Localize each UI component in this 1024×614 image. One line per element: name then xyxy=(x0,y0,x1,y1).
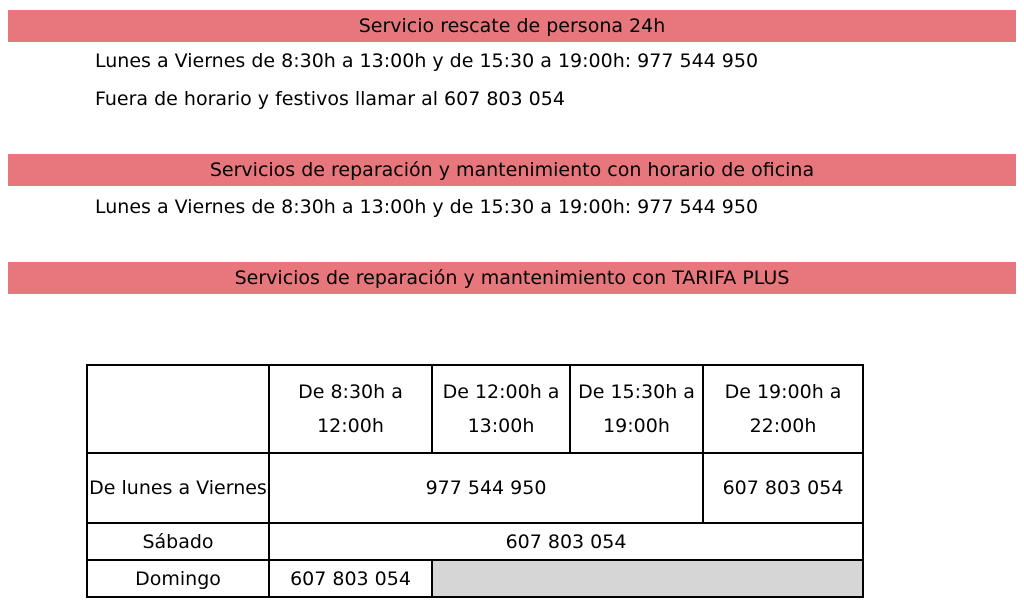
phone-cell: 607 803 054 xyxy=(269,523,863,560)
section-title-rescue: Servicio rescate de persona 24h xyxy=(8,10,1016,42)
rescue-hours-line: Lunes a Viernes de 8:30h a 13:00h y de 15:30 a 19:00h: 977 544 950 xyxy=(95,50,759,72)
row-label: Sábado xyxy=(87,523,269,560)
table-row xyxy=(87,560,863,597)
table-header-empty xyxy=(87,365,269,453)
section-title-office-repair: Servicios de reparación y mantenimiento con horario de oficina xyxy=(8,154,1016,186)
row-label: De lunes a Viernes xyxy=(87,453,269,523)
row-label: Domingo xyxy=(87,560,269,597)
rescue-afterhours-line: Fuera de horario y festivos llamar al 607 803 054 xyxy=(95,88,565,110)
table-header-cell: De 8:30h a 12:00h xyxy=(269,365,432,453)
table-header-cell: De 19:00h a 22:00h xyxy=(703,365,863,453)
phone-cell: 607 803 054 xyxy=(703,453,863,523)
table-row xyxy=(87,523,863,560)
table-header-row xyxy=(87,365,863,453)
section-title-tarifa-plus: Servicios de reparación y mantenimiento con TARIFA PLUS xyxy=(8,262,1016,294)
table-header-cell: De 12:00h a 13:00h xyxy=(432,365,570,453)
phone-cell: 977 544 950 xyxy=(269,453,703,523)
table-header-cell: De 15:30h a 19:00h xyxy=(570,365,703,453)
unavailable-cell xyxy=(432,560,863,597)
tarifa-plus-schedule-table xyxy=(86,364,864,598)
office-repair-hours-line: Lunes a Viernes de 8:30h a 13:00h y de 15:30 a 19:00h: 977 544 950 xyxy=(95,196,759,218)
phone-cell: 607 803 054 xyxy=(269,560,432,597)
table-row xyxy=(87,453,863,523)
